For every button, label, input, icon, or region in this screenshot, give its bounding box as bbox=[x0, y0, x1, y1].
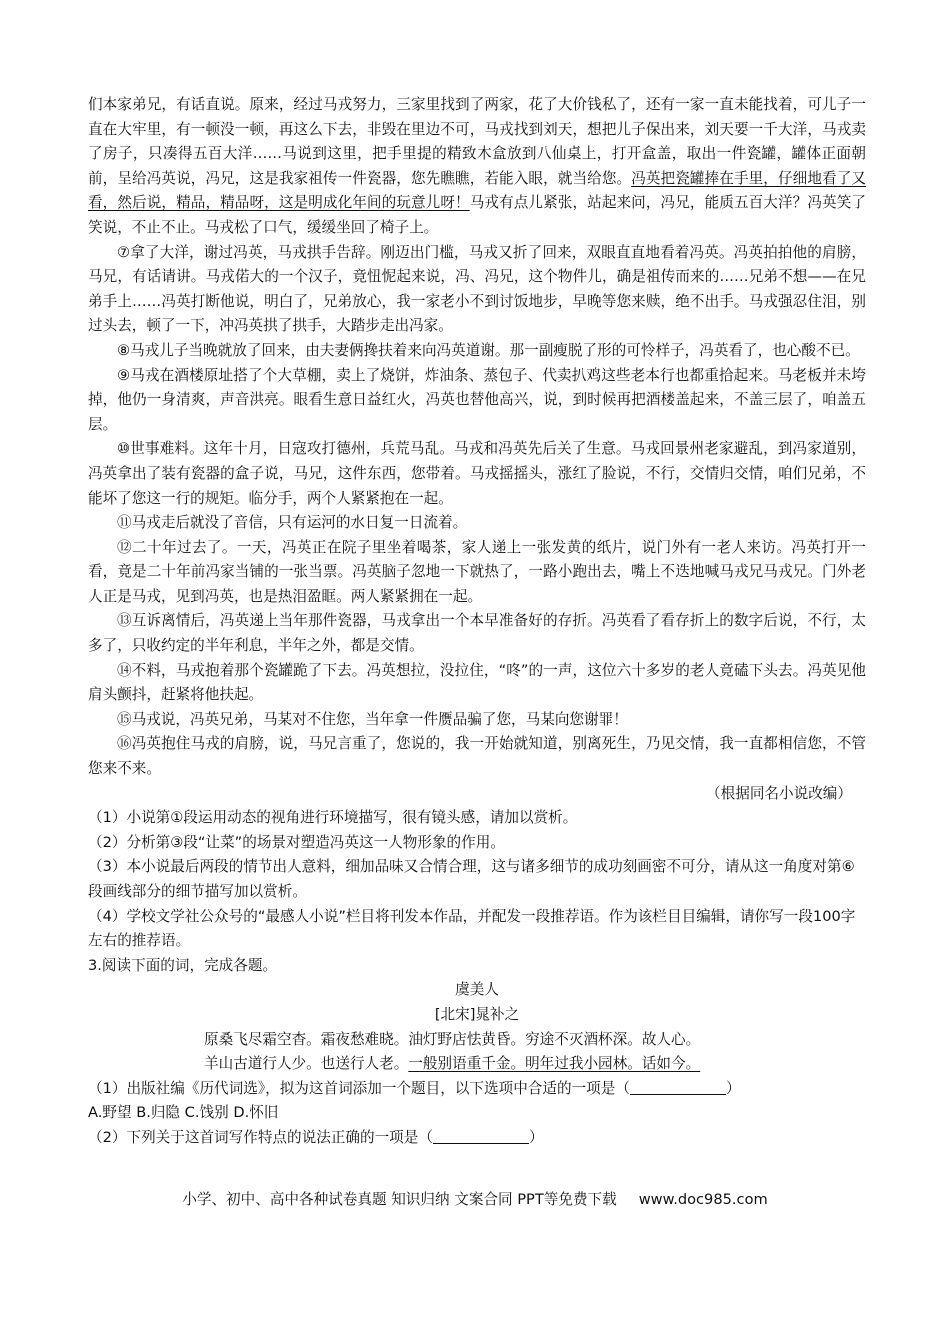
question-3: （3）本小说最后两段的情节出人意料，细加品味又合情合理，这与诸多细节的成功刻画密不可分，请从这一角度对第⑥段画线部分的细节描写加以赏析。 bbox=[88, 858, 855, 900]
poem-text: 羊山古道行人少。也送行人老。 bbox=[204, 1055, 409, 1073]
page-footer bbox=[0, 1190, 950, 1210]
section-3-heading: 3.阅读下面的词，完成各题。 bbox=[88, 956, 278, 974]
question-2: （2）分析第③段“让菜”的场景对塑造冯英这一人物形象的作用。 bbox=[88, 833, 505, 851]
paragraph-16: ⑯冯英抱住马戎的肩膀，说，马兄言重了，您说的，我一开始就知道，别离死生，乃见交情，我一直都相信您，不管您来不来。 bbox=[88, 735, 866, 778]
poem-question-1 bbox=[88, 1077, 866, 1102]
question-text: ） bbox=[528, 1128, 544, 1146]
poem-question-1-options: A.野望 B.归隐 C.饯别 D.怀旧 bbox=[88, 1104, 279, 1122]
paragraph-text: 马戎有点儿紧张，站起来问，冯兄，能质五百大洋？冯英笑了笑说，不止不止。马戎松了口气，缓缓坐回了椅子上。 bbox=[88, 194, 866, 236]
paragraph-15: ⑮马戎说，冯英兄弟，马某对不住您，当年拿一件赝品骗了您，马某向您谢罪！ bbox=[117, 710, 628, 728]
question-text: （2）下列关于这首词写作特点的说法正确的一项是（ bbox=[88, 1128, 433, 1146]
paragraph-10: ⑩世事难料。这年十月，日寇攻打德州，兵荒马乱。马戎和冯英先后关了生意。马戎回景州老家避乱，到冯家道别，冯英拿出了装有瓷器的盒子说，马兄，这件东西，您带着。马戎摇摇头，涨红了脸说，不行，交情归交情，咱们兄弟，不能坏了您这一行的规矩。临分手，两个人紧紧抱在一起。 bbox=[88, 440, 866, 507]
footer-text: 小学、初中、高中各种试卷真题 知识归纳 文案合同 PPT等免费下载 bbox=[182, 1191, 617, 1208]
poem-title: 虞美人 bbox=[455, 981, 499, 999]
answer-blank[interactable] bbox=[433, 1129, 529, 1144]
question-text: （1）出版社编《历代词选》，拟为这首词添加一个题目，以下选项中合适的一项是（ bbox=[88, 1079, 630, 1097]
poem-question-2 bbox=[88, 1126, 866, 1151]
poem-author: [北宋]晁补之 bbox=[434, 1005, 520, 1023]
paragraph-7: ⑦拿了大洋，谢过冯英，马戎拱手告辞。刚迈出门槛，马戎又折了回来，双眼直直地看着冯英。冯英拍拍他的肩膀，马兄，有话请讲。马戎偌大的一个汉子，竟忸怩起来说，冯、冯兄，这个物件儿，确是祖传而来的……兄弟不想——在兄弟手上……冯英打断他说，明白了，兄弟放心，我一家老小不到讨饭地步，早晚等您来赎，绝不出手。马戎强忍住泪，别过头去，顿了一下，冲冯英拱了拱手，大踏步走出冯家。 bbox=[88, 243, 866, 335]
paragraph-13: ⑬互诉离情后，冯英递上当年那件瓷器，马戎拿出一个本早准备好的存折。冯英看了看存折上的数字后说，不行，太多了，只收约定的半年利息，半年之外，都是交情。 bbox=[88, 612, 866, 655]
question-text: ） bbox=[725, 1079, 741, 1097]
source-note: （根据同名小说改编） bbox=[706, 784, 852, 802]
paragraph-6 bbox=[88, 93, 866, 241]
paragraph-11: ⑪马戎走后就没了音信，只有运河的水日复一日流着。 bbox=[117, 514, 468, 532]
footer-site-link[interactable]: www.doc985.com bbox=[638, 1191, 768, 1208]
question-4: （4）学校文学社公众号的“最感人小说”栏目将刊发本作品，并配发一段推荐语。作为该栏目目编辑，请你写一段100字左右的推荐语。 bbox=[88, 907, 856, 950]
paragraph-text: 们本家弟兄，有话直说。原来，经过马戎努力，三家里找到了两家，花了大价钱私了，还有一家一直未能找着，可儿子一直在大牢里，有一顿没一顿，再这么下去，非毁在里边不可，马戎找到刘天，想把儿子保出来，刘天要一千大洋，马戎卖了房子，只凑得五百大洋……马说到这里，把手里提的精致木盒放到八仙桌上，打开盒盖，取出一件瓷罐，罐体正面朝前，呈给冯英说，冯兄，这是我家祖传一件瓷器，您先瞧瞧，若能入眼，就当给您。 bbox=[88, 96, 866, 187]
poem-underlined-text: 一般别语重千金。明年过我小园林。话如今。 bbox=[408, 1055, 701, 1073]
question-1: （1）小说第①段运用动态的视角进行环境描写，很有镜头感，请加以赏析。 bbox=[88, 809, 578, 827]
document-page bbox=[88, 93, 866, 1151]
paragraph-9: ⑨马戎在酒楼原址搭了个大草棚，卖上了烧饼，炸油条、蒸包子、代卖扒鸡这些老本行也都重拾起来。马老板并未垮掉，他仍一身清爽，声音洪亮。眼看生意日益红火，冯英也替他高兴，说，到时候再把酒楼盖起来，不盖三层了，咱盖五层。 bbox=[88, 366, 866, 433]
paragraph-14: ⑭不料，马戎抱着那个瓷罐跪了下去。冯英想拉，没拉住，“咚”的一声，这位六十多岁的老人竟磕下头去。冯英见他肩头颤抖，赶紧将他扶起。 bbox=[88, 661, 866, 704]
underlined-detail: 冯英把瓷罐捧在手里，仔细地看了又看，然后说，精品，精品呀，这是明成化年间的玩意儿呀！ bbox=[88, 169, 866, 212]
poem-line-1: 原桑飞尽霜空杳。霜夜愁难晓。油灯野店怯黄昏。穷途不灭酒杯深。故人心。 bbox=[204, 1030, 701, 1048]
paragraph-8: ⑧马戎儿子当晚就放了回来，由夫妻俩搀扶着来向冯英道谢。那一副瘦脱了形的可怜样子，冯英看了，也心酸不已。 bbox=[117, 341, 860, 359]
answer-blank[interactable] bbox=[630, 1080, 726, 1095]
poem-line-2 bbox=[88, 1052, 866, 1077]
paragraph-12: ⑫二十年过去了。一天，冯英正在院子里坐着喝茶，家人递上一张发黄的纸片，说门外有一老人来访。冯英打开一看，竟是二十年前冯家当铺的一张当票。冯英脑子忽地一下就热了，一路小跑出去，嘴上不迭地喊马戎兄马戎兄。门外老人正是马戎，见到冯英，也是热泪盈眶。两人紧紧拥在一起。 bbox=[88, 538, 866, 605]
